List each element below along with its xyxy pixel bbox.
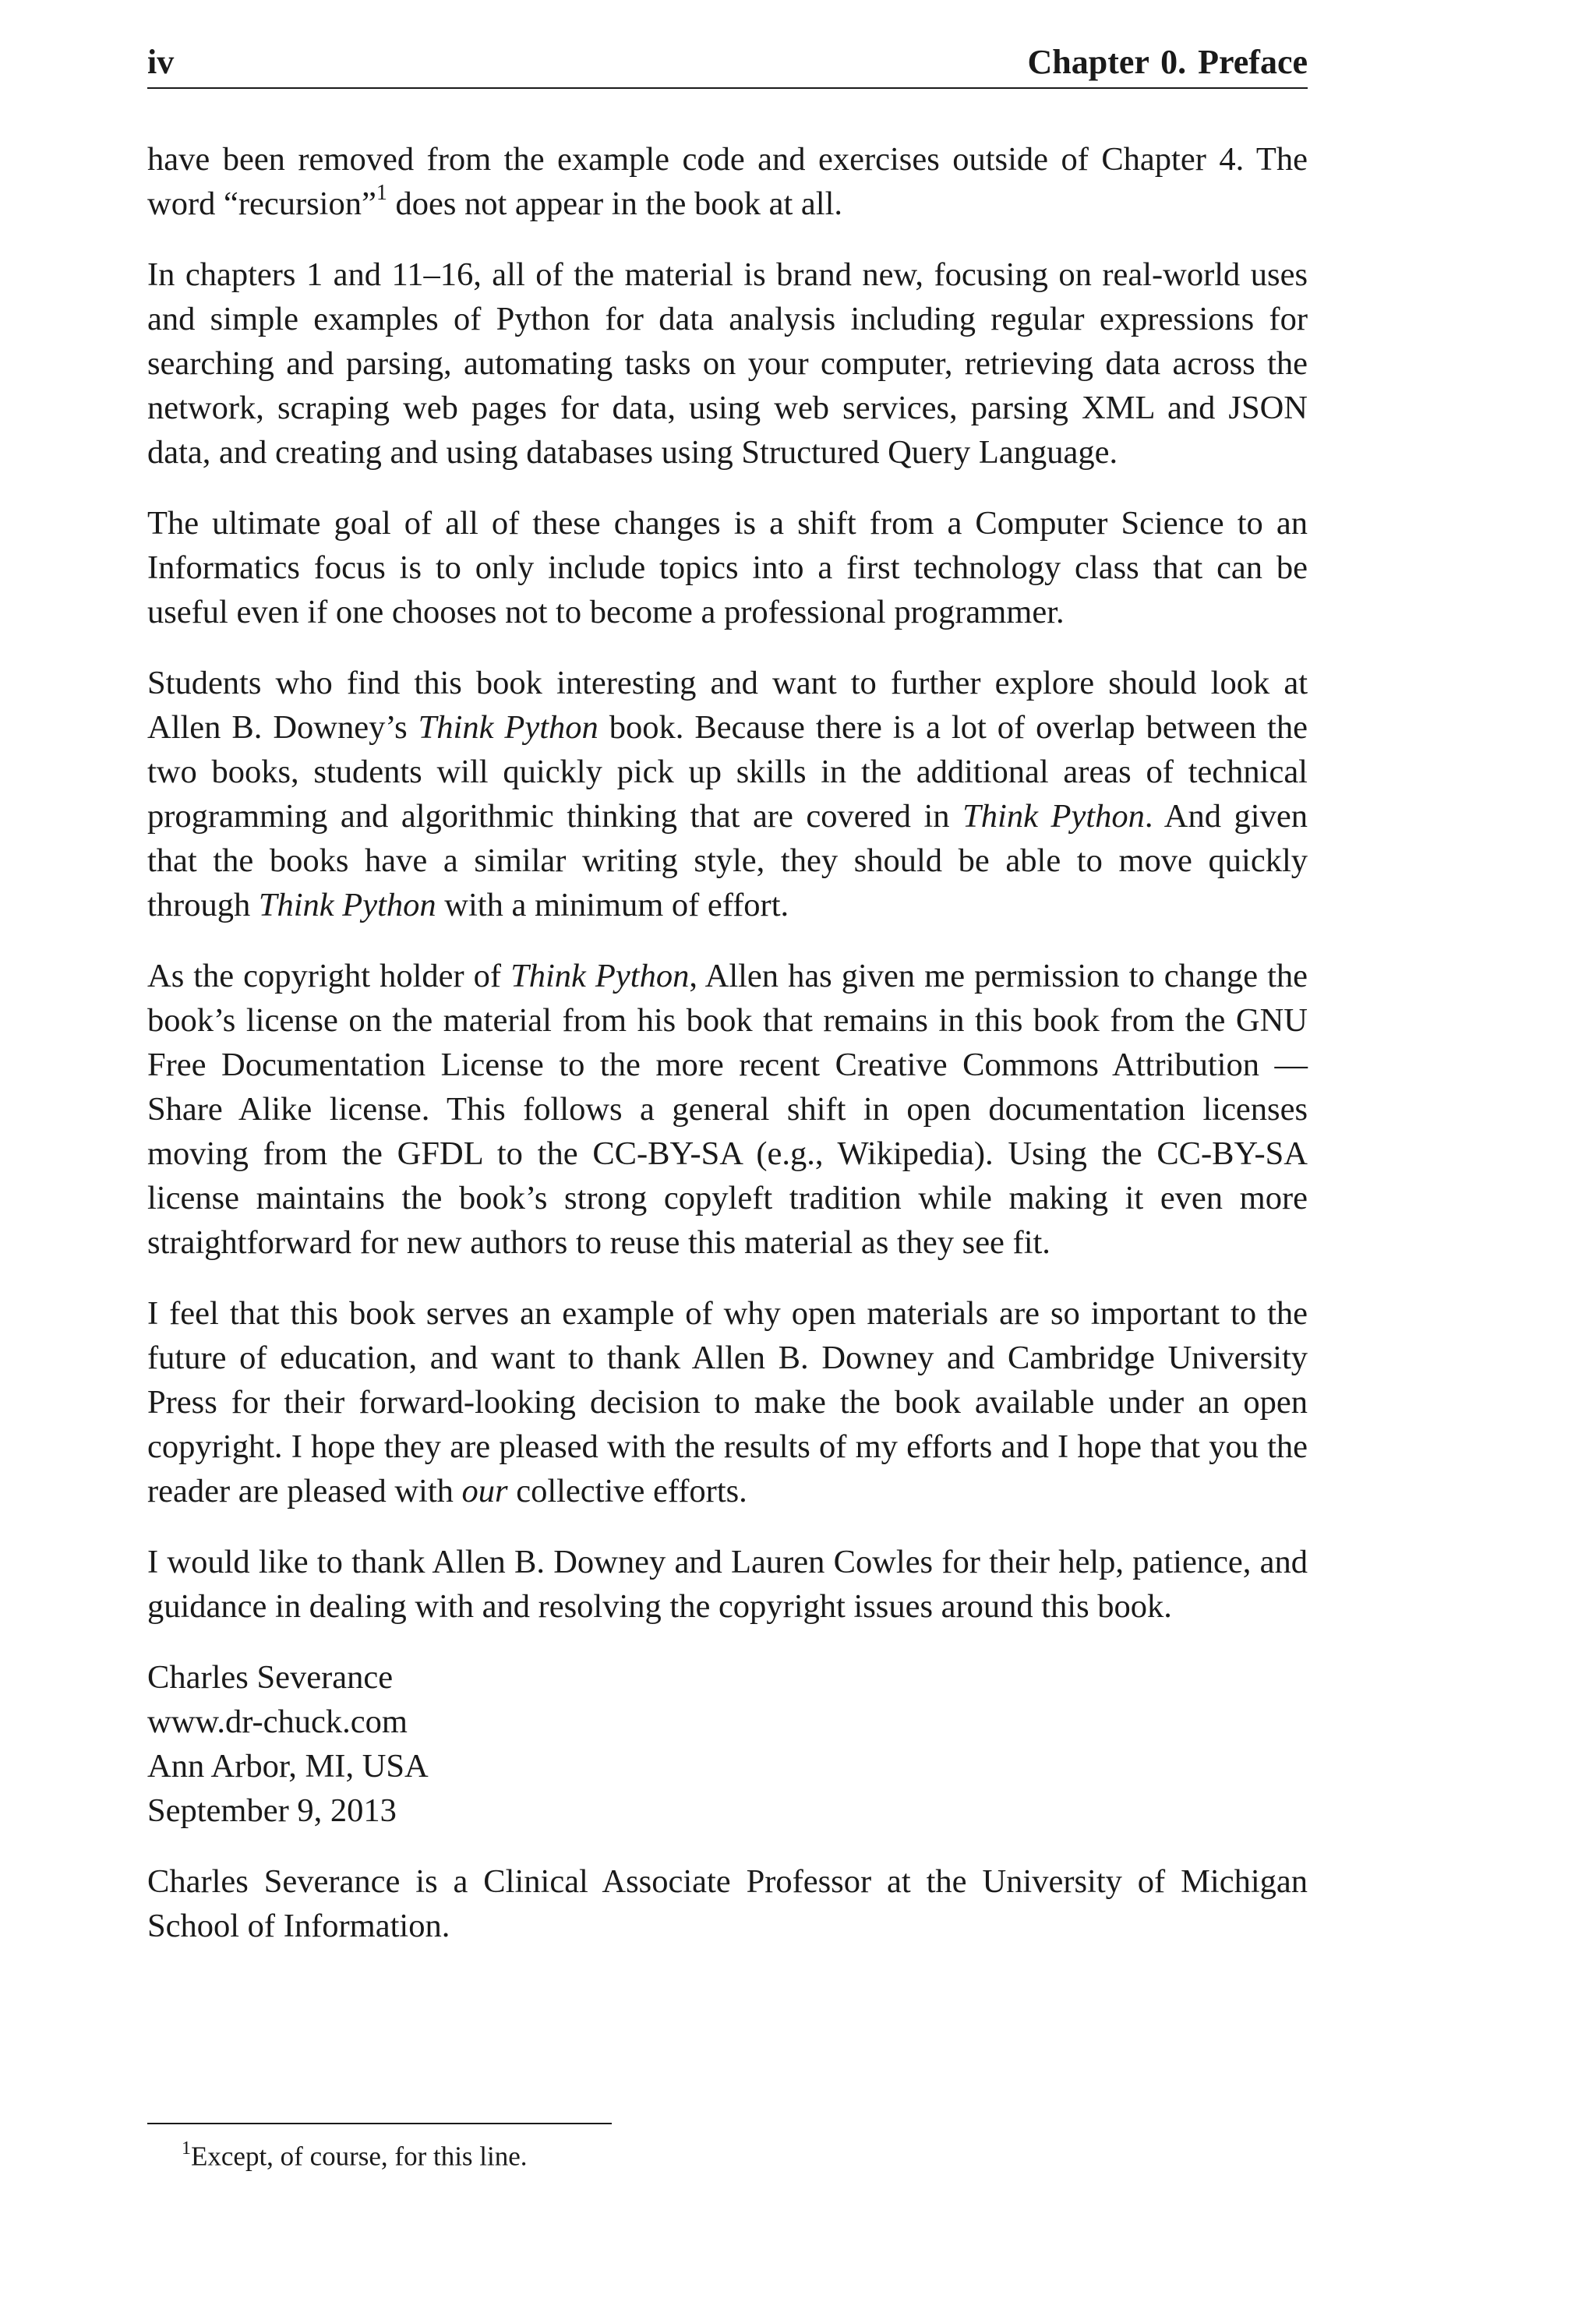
page-number: iv <box>147 43 175 81</box>
footnote-text: Except, of course, for this line. <box>191 2141 528 2172</box>
footnote-number: 1 <box>182 2138 191 2159</box>
paragraph-1-text-a: have been removed from the example code and exercises outside of Chapter 4. The word “recursion” <box>147 141 1308 222</box>
paragraph-4-text-d: with a minimum of effort. <box>436 887 789 923</box>
book-title-emphasis: Think Python <box>510 958 690 994</box>
author-bio: Charles Severance is a Clinical Associate Professor at the University of Michigan School of Information. <box>147 1863 1308 1944</box>
paragraph-5-text-b: , Allen has given me permission to change the book’s license on the material from his book that remains in this book from the GNU Free Documentation License to the more recent Creative Commons Attribution — Share Alike license. This follows a general shift in open documentation licenses moving from the GFDL to the CC-BY-SA (e.g., Wikipedia). Using the CC-BY-SA license maintains the book’s strong copyleft tradition while making it even more straightforward for new authors to reuse this material as they see fit. <box>147 958 1308 1261</box>
author-website: www.dr-chuck.com <box>147 1704 408 1740</box>
footnote-marker: 1 <box>376 180 387 205</box>
paragraph-4 <box>147 661 1308 927</box>
paragraph-5 <box>147 954 1308 1265</box>
paragraph-6-text-a: I feel that this book serves an example of why open materials are so important to the future of education, and want to thank Allen B. Downey and Cambridge University Press for their forward-looking decision to make the book available under an open copyright. I hope they are pleased with the results of my efforts and I hope that you the reader are pleased with <box>147 1295 1308 1509</box>
book-title-emphasis: Think Python <box>418 709 598 746</box>
running-header <box>147 41 1308 89</box>
chapter-title: Chapter 0. Preface <box>1027 43 1308 81</box>
paragraph-7: I would like to thank Allen B. Downey and Lauren Cowles for their help, patience, and guidance in dealing with and resolving the copyright issues around this book. <box>147 1544 1308 1625</box>
paragraph-1 <box>147 137 1308 226</box>
author-name: Charles Severance <box>147 1659 394 1696</box>
footnote-rule <box>147 2123 612 2124</box>
emphasis-word: our <box>461 1473 508 1509</box>
page-body <box>147 137 1308 1975</box>
author-location: Ann Arbor, MI, USA <box>147 1748 429 1785</box>
book-title-emphasis: Think Python <box>258 887 436 923</box>
paragraph-4-text-a: Students who find this book interesting and want to further explore should look at Allen B. Downey’s <box>147 665 1308 746</box>
paragraph-2: In chapters 1 and 11–16, all of the material is brand new, focusing on real-world uses and simple examples of Python for data analysis including regular expressions for searching and parsing, automating tasks on your computer, retrieving data across the network, scraping web pages for data, using web services, parsing XML and JSON data, and creating and using databases using Structured Query Language. <box>147 256 1308 471</box>
paragraph-6 <box>147 1291 1308 1513</box>
signature-block <box>147 1655 1308 1833</box>
paragraph-5-text-a: As the copyright holder of <box>147 958 511 994</box>
paragraph-4-text-c: . And given that the books have a similar writing style, they should be able to move quickly through <box>147 798 1308 923</box>
book-title-emphasis: Think Python <box>962 798 1145 835</box>
paragraph-3: The ultimate goal of all of these changes is a shift from a Computer Science to an Informatics focus is to only include topics into a first technology class that can be useful even if one chooses not to become a professional programmer. <box>147 505 1308 630</box>
paragraph-6-text-b: collective efforts. <box>507 1473 747 1509</box>
paragraph-1-text-b: does not appear in the book at all. <box>387 185 843 222</box>
signature-date: September 9, 2013 <box>147 1792 397 1829</box>
footnote <box>182 2132 528 2175</box>
paragraph-4-text-b: book. Because there is a lot of overlap between the two books, students will quickly pick up skills in the additional areas of technical programming and algorithmic thinking that are covered in <box>147 709 1308 835</box>
